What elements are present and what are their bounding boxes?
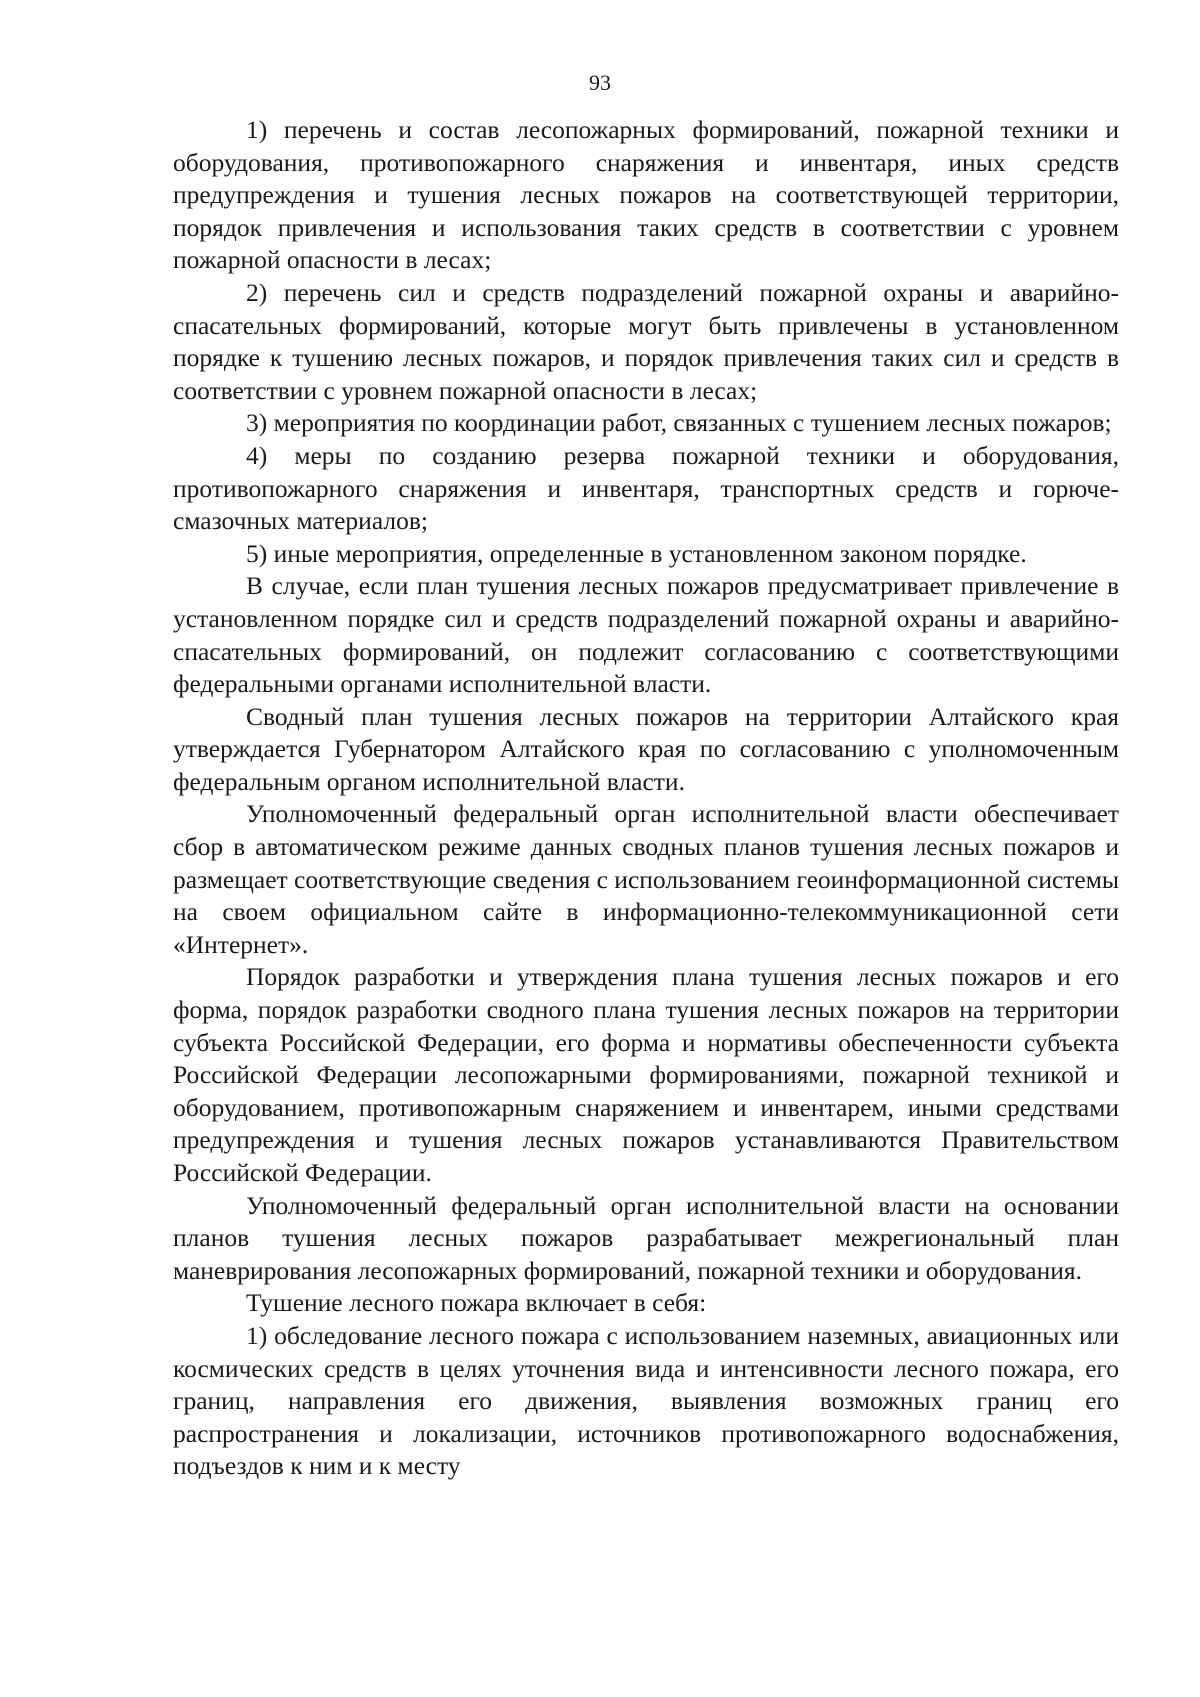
paragraph-development-procedure: Порядок разработки и утверждения плана тушения лесных пожаров и его форма, порядок разработки сводного плана тушения лесных пожаров на территории субъекта Российской Федерации, его форма и нормативы обеспеченности субъекта Российской Федерации лесопожарными формированиями, пожарной техникой и оборудованием, противопожарным снаряжением и инвентарем, иными средствами предупреждения и тушения лесных пожаров устанавливаются Правительством Российской Федерации. <box>173 962 1119 1187</box>
paragraph-survey-item-1: 1) обследование лесного пожара с использованием наземных, авиационных или космических средств в целях уточнения вида и интенсивности лесного пожара, его границ, направления его движения, выявления возможных границ его распространения и локализации, источников противопожарного водоснабжения, подъездов к ним и к месту <box>173 1320 1119 1481</box>
document-body <box>173 114 1119 1483</box>
paragraph-consolidated-plan: Сводный план тушения лесных пожаров на территории Алтайского края утверждается Губернатором Алтайского края по согласованию с уполномоченным федеральным органом исполнительной власти. <box>173 701 1119 796</box>
paragraph-item-2-list: 2) перечень сил и средств подразделений пожарной охраны и аварийно-спасательных формирований, которые могут быть привлечены в установленном порядке к тушению лесных пожаров, и порядок привлечения таких сил и средств в соответствии с уровнем пожарной опасности в лесах; <box>173 277 1119 405</box>
paragraph-coordination-clause: В случае, если план тушения лесных пожаров предусматривает привлечение в установленном порядке сил и средств подразделений пожарной охраны и аварийно-спасательных формирований, он подлежит согласованию с соответствующими федеральными органами исполнительной власти. <box>173 571 1119 699</box>
page-number: 93 <box>589 70 611 95</box>
paragraph-item-1-list: 1) перечень и состав лесопожарных формирований, пожарной техники и оборудования, противопожарного снаряжения и инвентаря, иных средств предупреждения и тушения лесных пожаров на соответствующей территории, порядок привлечения и использования таких средств в соответствии с уровнем пожарной опасности в лесах; <box>173 115 1119 275</box>
paragraph-item-3-list: 3) мероприятия по координации работ, связанных с тушением лесных пожаров; <box>246 408 1112 438</box>
paragraph-federal-body-collection: Уполномоченный федеральный орган исполнительной власти обеспечивает сбор в автоматическом режиме данных сводных планов тушения лесных пожаров и размещает соответствующие сведения с использованием геоинформационной системы на своем официальном сайте в информационно-телекоммуникационной сети «Интернет». <box>173 799 1120 959</box>
paragraph-firefighting-includes: Тушение лесного пожара включает в себя: <box>246 1288 707 1318</box>
paragraph-maneuvering-plan: Уполномоченный федеральный орган исполнительной власти на основании планов тушения лесных пожаров разрабатывает межрегиональный план маневрирования лесопожарных формирований, пожарной техники и оборудования. <box>173 1190 1119 1285</box>
paragraph-item-4-list: 4) меры по созданию резерва пожарной техники и оборудования, противопожарного снаряжения и инвентаря, транспортных средств и горюче-смазочных материалов; <box>173 440 1119 536</box>
paragraph-item-5-list: 5) иные мероприятия, определенные в установленном законом порядке. <box>246 538 1027 568</box>
